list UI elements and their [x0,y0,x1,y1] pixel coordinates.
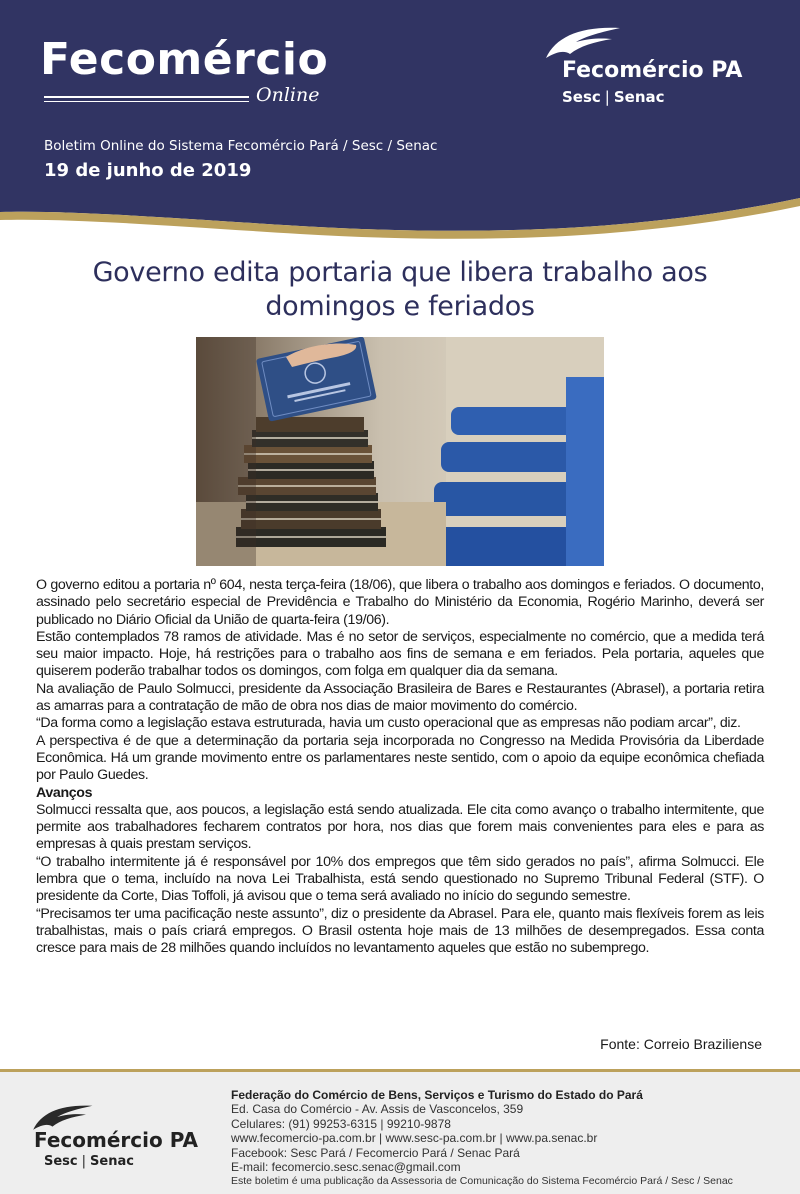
article-paragraph: “O trabalho intermitente já é responsável por 10% dos empregos que têm sido gerados no país”, afirma Solmucci. Ele lembra que o tema, incluído na nova Lei Trabalhista, está sendo questionado no Supremo Tribunal Federal (STF). O presidente da Corte, Dias Toffoli, já avisou que o tema será avaliado no início do segundo semestre. [36,853,764,905]
article-quote: “Da forma como a legislação estava estruturada, havia um custo operacional que as empresas não podiam arcar”, diz. [36,715,741,732]
footer-logo-senac: Senac [90,1154,134,1169]
footer-logo-subtitle [44,1154,134,1169]
brand-title: Fecomércio [40,34,329,85]
article-paragraph: A perspectiva é de que a determinação da portaria seja incorporada no Congresso na Medida Provisória da Liberdade Econômica. Há um grande movimento entre os parlamentares neste sentido, com o apoio da equipe econômica chefiada por Paulo Guedes. [36,732,764,784]
issue-date: 19 de junho de 2019 [44,160,252,181]
article-subheading: Avanços [36,784,93,801]
article-paragraph: Estão contemplados 78 ramos de atividade. Mas é no setor de serviços, especialmente no comércio, que a medida terá seu maior impacto. Hoje, há restrições para o trabalho aos fins de semana e em feriados. Pela portaria, aqueles que quiserem poderão trabalhar todos os domingos, com folga em qualquer dia da semana. [36,628,764,680]
footer-note: Este boletim é uma publicação da Assessoria de Comunicação do Sistema Fecomércio Pará / Sesc / Senac [231,1175,733,1188]
footer-logo-name: Fecomércio PA [34,1128,198,1152]
article-body [36,577,764,958]
photo-illustration [196,337,604,566]
footer-facebook[interactable]: Facebook: Sesc Pará / Fecomercio Pará / Senac Pará [231,1145,520,1160]
logo-name: Fecomércio PA [562,58,743,83]
brand-rule-thin [44,101,249,102]
footer-logo-separator: | [81,1154,87,1169]
footer-address: Ed. Casa do Comércio - Av. Assis de Vasconcelos, 359 [231,1102,524,1117]
logo-senac: Senac [613,88,665,106]
work-booklets-photo [196,337,604,566]
logo-subtitle [562,88,665,106]
logo-sesc: Sesc [562,88,601,106]
wing-icon [542,24,622,60]
article-source: Fonte: Correio Braziliense [600,1036,762,1052]
header-banner [0,0,800,260]
brand-subtitle: Online [256,84,320,106]
footer-websites[interactable]: www.fecomercio-pa.com.br | www.sesc-pa.com.br | www.pa.senac.br [231,1131,598,1146]
article-paragraph: O governo editou a portaria nº 604, nesta terça-feira (18/06), que libera o trabalho aos domingos e feriados. O documento, assinado pelo secretário especial de Previdência e Trabalho do Ministério da Economia, Rogério Marinho, deverá ser publicado no Diário Oficial da União de quarta-feira (19/06). [36,577,764,628]
article-paragraph: “Precisamos ter uma pacificação neste assunto”, diz o presidente da Abrasel. Para ele, quanto mais flexíveis forem as leis trabalhistas, mais o país criará empregos. O Brasil ostenta hoje mais de 13 milhões de desempregados. Essa conta cresce para mais de 28 milhões quando incluídos no levantamento aqueles que estão no subemprego. [36,905,764,957]
footer-phones: Celulares: (91) 99253-6315 | 99210-9878 [231,1116,451,1131]
footer-org-name: Federação do Comércio de Bens, Serviços e Turismo do Estado do Pará [231,1088,643,1102]
footer-logo [30,1102,220,1172]
article-headline: Governo edita portaria que libera trabalho aos domingos e feriados [92,257,708,322]
article-paragraph: Na avaliação de Paulo Solmucci, presidente da Associação Brasileira de Bares e Restaurantes (Abrasel), a portaria retira as amarras para a contratação de mão de obra nos dias de maior movimento do comércio. [36,680,764,715]
logo-separator: | [604,88,610,106]
footer-email[interactable]: E-mail: fecomercio.sesc.senac@gmail.com [231,1160,461,1175]
footer-logo-sesc: Sesc [44,1154,78,1169]
article-paragraph: Solmucci ressalta que, aos poucos, a legislação está sendo atualizada. Ele cita como avanço o trabalho intermitente, que permite aos trabalhadores fecharem contratos por hora, nos dias que forem mais convenientes para eles e para as empresas à quais prestam serviços. [36,801,764,853]
footer [0,1069,800,1194]
fecomercio-pa-logo [540,24,770,114]
brand-rule [44,96,249,98]
bulletin-line: Boletim Online do Sistema Fecomércio Pará / Sesc / Senac [44,138,438,154]
footer-contact [231,1088,791,1189]
